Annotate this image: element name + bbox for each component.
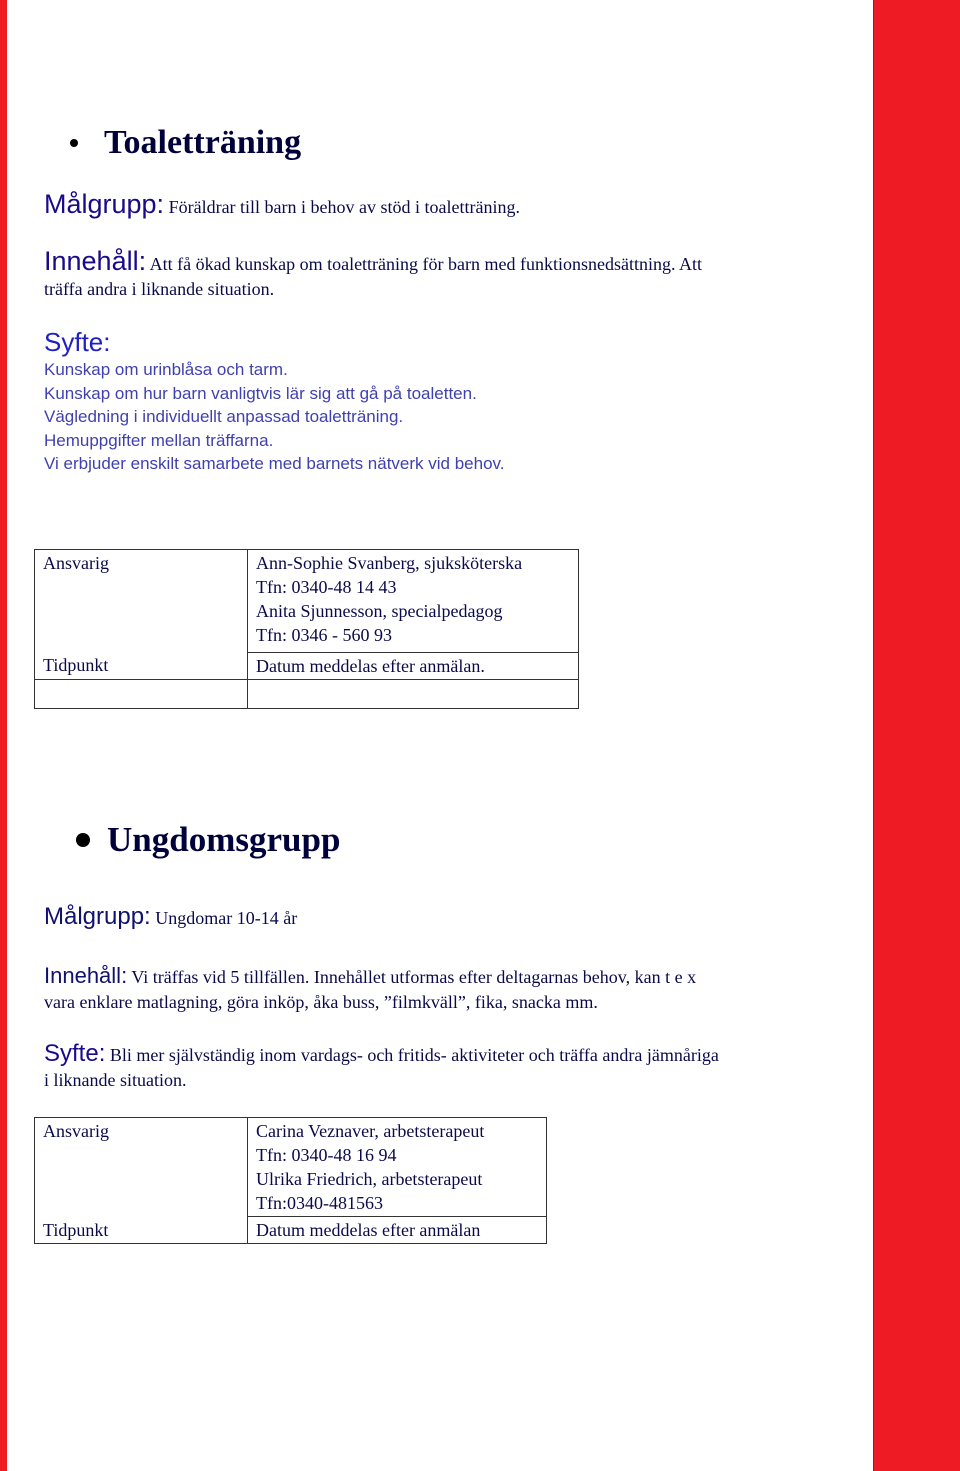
tidpunkt-value-cell bbox=[248, 1217, 547, 1244]
ansvarig-value-cell bbox=[248, 1118, 547, 1217]
tidpunkt-value: Datum meddelas efter anmälan bbox=[256, 1220, 481, 1240]
innehall-paragraph bbox=[44, 963, 844, 1015]
syfte-paragraph bbox=[44, 1041, 844, 1093]
syfte-item: Hemuppgifter mellan träffarna. bbox=[44, 430, 274, 450]
innehall-text-line1: Vi träffas vid 5 tillfällen. Innehållet utformas efter deltagarnas behov, kan t e x bbox=[131, 967, 697, 987]
malgrupp-paragraph bbox=[44, 189, 844, 220]
syfte-item: Vi erbjuder enskilt samarbete med barnets nätverk vid behov. bbox=[44, 454, 505, 473]
innehall-text-line1: Att få ökad kunskap om toaletträning för barn med funktionsnedsättning. Att bbox=[149, 254, 703, 274]
info-table-1 bbox=[34, 549, 579, 709]
innehall-paragraph bbox=[44, 246, 844, 302]
ansvarig-line: Tfn: 0346 - 560 93 bbox=[256, 625, 392, 645]
malgrupp-text: Ungdomar 10-14 år bbox=[155, 908, 298, 928]
malgrupp-text: Föräldrar till barn i behov av stöd i toaletträning. bbox=[168, 197, 520, 217]
syfte-block bbox=[44, 326, 844, 476]
ansvarig-label-cell bbox=[35, 550, 248, 653]
syfte-item: Vägledning i individuellt anpassad toaletträning. bbox=[44, 407, 404, 426]
section-heading-toaletträning bbox=[70, 124, 301, 162]
syfte-text-line2: i liknande situation. bbox=[44, 1070, 187, 1090]
ansvarig-line: Tfn: 0340-48 14 43 bbox=[256, 577, 397, 597]
malgrupp-label: Målgrupp: bbox=[44, 189, 165, 219]
syfte-item: Kunskap om hur barn vanligtvis lär sig att gå på toaletten. bbox=[44, 383, 477, 403]
syfte-item: Kunskap om urinblåsa och tarm. bbox=[44, 360, 288, 379]
tidpunkt-label: Tidpunkt bbox=[43, 1219, 109, 1240]
ansvarig-line: Tfn:0340-481563 bbox=[256, 1193, 383, 1213]
ansvarig-line: Anita Sjunnesson, specialpedagog bbox=[256, 601, 503, 621]
ansvarig-value-cell bbox=[248, 550, 579, 653]
right-red-border bbox=[873, 0, 960, 1471]
syfte-label: Syfte: bbox=[44, 327, 111, 357]
right-border-edge bbox=[873, 0, 874, 1471]
ansvarig-label-cell bbox=[35, 1118, 248, 1217]
ansvarig-line: Ulrika Friedrich, arbetsterapeut bbox=[256, 1169, 483, 1189]
tidpunkt-label-cell bbox=[35, 652, 248, 679]
innehall-label: Innehåll: bbox=[44, 963, 128, 988]
tidpunkt-value-cell bbox=[248, 652, 579, 679]
ansvarig-line: Ann-Sophie Svanberg, sjuksköterska bbox=[256, 553, 523, 573]
empty-cell bbox=[248, 679, 579, 708]
innehall-text-line2: träffa andra i liknande situation. bbox=[44, 279, 275, 299]
bullet-icon bbox=[70, 139, 78, 147]
malgrupp-label: Målgrupp: bbox=[44, 903, 151, 930]
ansvarig-label: Ansvarig bbox=[43, 553, 109, 573]
section-heading-ungdomsgrupp bbox=[76, 820, 340, 860]
ansvarig-label: Ansvarig bbox=[43, 1121, 109, 1141]
ansvarig-line: Tfn: 0340-48 16 94 bbox=[256, 1145, 397, 1165]
tidpunkt-label: Tidpunkt bbox=[43, 655, 109, 675]
section-title: Toaletträning bbox=[104, 124, 302, 161]
syfte-label: Syfte: bbox=[44, 1040, 106, 1067]
innehall-text-line2: vara enklare matlagning, göra inköp, åka buss, ”filmkväll”, fika, snacka mm. bbox=[44, 992, 598, 1012]
tidpunkt-value: Datum meddelas efter anmälan. bbox=[256, 655, 485, 676]
info-table-2 bbox=[34, 1117, 547, 1244]
ansvarig-line: Carina Veznaver, arbetsterapeut bbox=[256, 1121, 485, 1141]
tidpunkt-label-cell bbox=[35, 1217, 248, 1244]
innehall-label: Innehåll: bbox=[44, 246, 147, 276]
bullet-icon bbox=[76, 833, 90, 847]
empty-cell bbox=[35, 679, 248, 708]
section-title: Ungdomsgrupp bbox=[107, 820, 341, 859]
syfte-list bbox=[44, 358, 844, 476]
syfte-text-line1: Bli mer självständig inom vardags- och fritids- aktiviteter och träffa andra jämnåriga bbox=[109, 1045, 719, 1065]
malgrupp-paragraph bbox=[44, 904, 844, 931]
